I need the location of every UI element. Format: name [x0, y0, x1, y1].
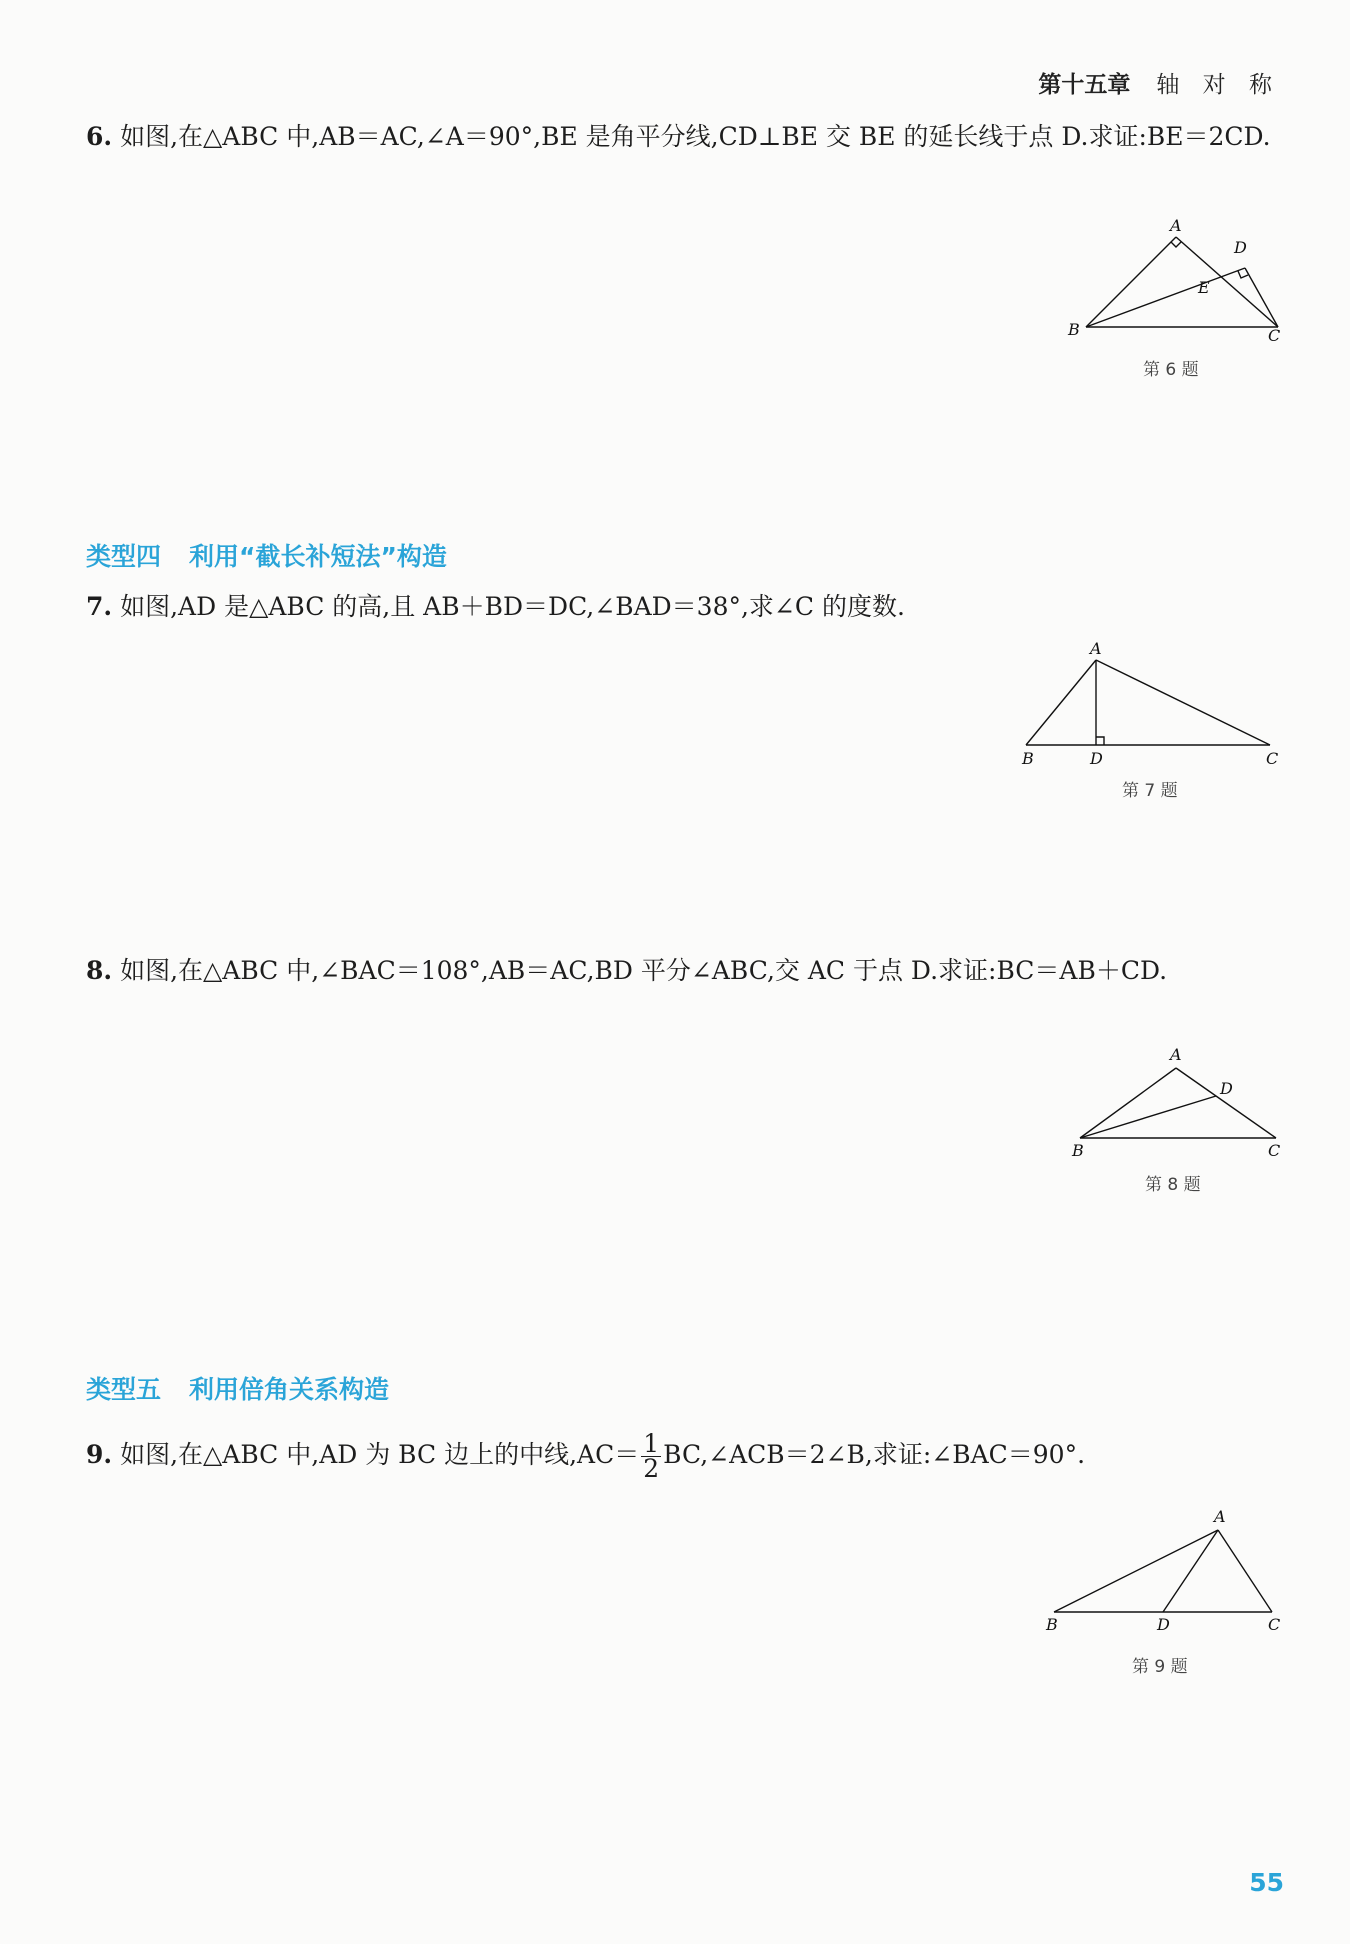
fraction-denominator: 2: [643, 1454, 660, 1483]
right-angle-mark-d: [1096, 737, 1104, 745]
segment-ad-median: [1163, 1530, 1218, 1612]
label-a: A: [1170, 1045, 1182, 1064]
section-title: 利用倍角关系构造: [189, 1375, 390, 1404]
label-d: D: [1090, 749, 1103, 768]
right-angle-mark-a: [1171, 242, 1181, 247]
triangle-diagram-7: [1010, 638, 1290, 768]
segment-ac: [1176, 237, 1278, 327]
label-c: C: [1266, 749, 1279, 768]
figure-7-caption: 第 7 题: [1122, 781, 1178, 801]
figure-6: [1060, 215, 1290, 345]
label-c: C: [1268, 1615, 1281, 1634]
label-b: B: [1046, 1615, 1058, 1634]
question-text-after: BC,∠ACB＝2∠B,求证:∠BAC＝90°.: [663, 1440, 1086, 1469]
section-title: 利用“截长补短法”构造: [189, 542, 447, 571]
question-6: [86, 112, 1282, 162]
section-heading-5: [86, 1370, 389, 1406]
segment-ab: [1080, 1068, 1176, 1138]
question-text: 如图,在△ABC 中,∠BAC＝108°,AB＝AC,BD 平分∠ABC,交 AC 于点 D.求证:BC＝AB＋CD.: [120, 956, 1168, 985]
question-8: [86, 946, 1282, 996]
triangle-diagram-8: [1060, 1042, 1290, 1160]
figure-6-caption: 第 6 题: [1143, 360, 1199, 380]
segment-ab: [1026, 660, 1096, 745]
figure-8: [1060, 1042, 1290, 1160]
segment-ab: [1054, 1530, 1218, 1612]
question-text: 如图,在△ABC 中,AB＝AC,∠A＝90°,BE 是角平分线,CD⊥BE 交 BE 的延长线于点 D.求证:BE＝2CD.: [120, 122, 1271, 151]
section-heading-4: [86, 537, 447, 573]
triangle-diagram-9: [1040, 1500, 1290, 1634]
label-a: A: [1090, 639, 1102, 658]
question-7: [86, 582, 1282, 632]
segment-ac: [1096, 660, 1270, 745]
figure-9-caption: 第 9 题: [1132, 1657, 1188, 1677]
label-b: B: [1068, 320, 1080, 339]
label-d: D: [1157, 1615, 1170, 1634]
figure-8-caption: 第 8 题: [1145, 1175, 1201, 1195]
label-c: C: [1268, 1141, 1281, 1160]
label-e: E: [1198, 278, 1210, 297]
section-label: 类型四: [86, 542, 162, 571]
question-number: 7.: [86, 592, 113, 621]
page-number: 55: [1249, 1868, 1284, 1897]
figure-7: [1010, 638, 1290, 768]
figure-9: [1040, 1500, 1290, 1634]
label-b: B: [1022, 749, 1034, 768]
segment-cd: [1245, 268, 1278, 327]
label-d: D: [1234, 238, 1247, 257]
question-text: 如图,AD 是△ABC 的高,且 AB＋BD＝DC,∠BAD＝38°,求∠C 的度数.: [120, 592, 905, 621]
label-b: B: [1072, 1141, 1084, 1160]
segment-bd: [1080, 1096, 1216, 1138]
section-title: 轴 对 称: [1156, 72, 1280, 98]
triangle-diagram-6: [1060, 215, 1290, 345]
chapter-title: 第十五章: [1038, 72, 1131, 98]
question-9: [86, 1430, 1282, 1481]
question-number: 9.: [86, 1440, 113, 1469]
section-label: 类型五: [86, 1375, 162, 1404]
label-c: C: [1268, 326, 1281, 345]
question-text-before: 如图,在△ABC 中,AD 为 BC 边上的中线,AC＝: [120, 1440, 640, 1469]
segment-bd: [1086, 268, 1245, 327]
label-a: A: [1170, 216, 1182, 235]
question-number: 6.: [86, 122, 113, 151]
fraction-numerator: 1: [643, 1429, 660, 1458]
segment-ab: [1086, 237, 1176, 327]
label-a: A: [1214, 1507, 1226, 1526]
fraction-one-half: [641, 1429, 661, 1483]
segment-ac: [1218, 1530, 1272, 1612]
label-d: D: [1220, 1079, 1233, 1098]
question-number: 8.: [86, 956, 113, 985]
running-header: [1038, 66, 1280, 99]
